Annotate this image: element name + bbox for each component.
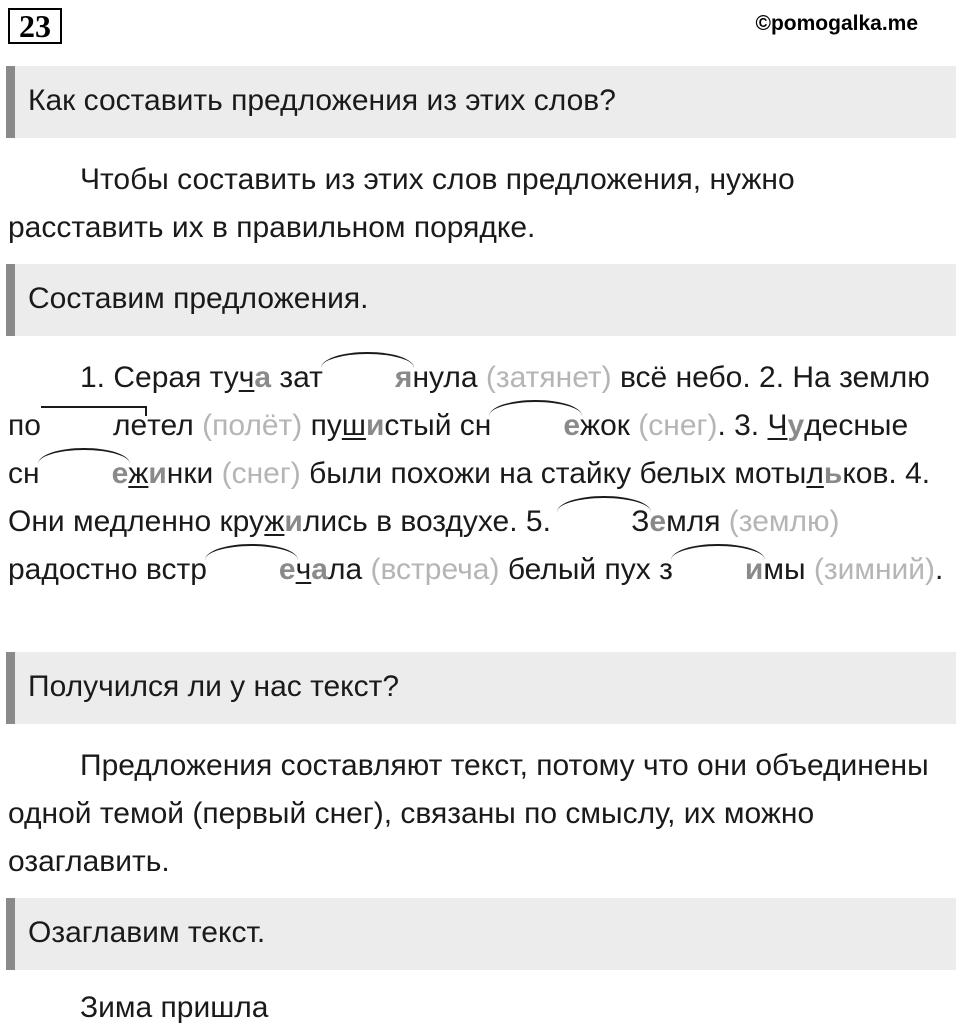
highlight-letter: ж <box>264 505 285 538</box>
text-fragment: нула <box>412 361 486 394</box>
highlight-letter: ь <box>823 457 843 490</box>
site-watermark: ©pomogalka.me <box>755 12 918 35</box>
text-fragment: десные сн <box>8 409 909 490</box>
highlight-letter: ж <box>128 457 149 490</box>
check-word: (встреча) <box>370 553 500 586</box>
root-mark: З <box>559 498 649 546</box>
prefix-mark: ле <box>41 402 147 450</box>
sentences-text <box>8 354 948 594</box>
question-bar-2 <box>6 264 956 336</box>
text-fragment: зат <box>271 361 323 394</box>
highlight-letter: и <box>284 505 303 538</box>
sentences-paragraph <box>8 354 948 594</box>
answer-1 <box>8 156 948 252</box>
text-fragment: ков. 4. Они медленно кру <box>8 457 931 538</box>
question-bar-3 <box>6 652 956 724</box>
answer-4-text: Зима пришла <box>80 991 269 1024</box>
highlight-letter: Ч <box>767 409 788 442</box>
root-mark: я <box>323 354 413 402</box>
root-mark: е <box>40 450 129 498</box>
task-number: 23 <box>8 8 62 44</box>
highlight-letter: а <box>254 361 272 394</box>
highlight-letter: и <box>365 409 385 442</box>
text-fragment: белый пух з <box>499 553 673 586</box>
question-bar-4 <box>6 898 956 970</box>
highlight-letter: ш <box>341 409 366 442</box>
root-mark: и <box>673 546 763 594</box>
answer-4 <box>8 984 948 1032</box>
check-word: (полёт) <box>202 409 303 442</box>
highlight-letter: а <box>311 553 328 586</box>
check-word: (землю) <box>728 505 840 538</box>
answer-1-text: Чтобы составить из этих слов предложения, нужно расставить их в правильном порядке. <box>8 163 795 244</box>
highlight-letter: е <box>649 505 667 538</box>
text-fragment: радостно встр <box>8 553 207 586</box>
text-fragment: 1. Серая ту <box>80 361 239 394</box>
text-fragment: стый сн <box>384 409 492 442</box>
root-mark: е <box>207 546 296 594</box>
answer-3 <box>8 742 948 886</box>
highlight-letter: ч <box>295 553 312 586</box>
question-4: Озаглавим текст. <box>28 916 266 949</box>
highlight-letter: у <box>787 409 805 442</box>
text-fragment: пу <box>302 409 342 442</box>
question-1: Как составить предложения из этих слов? <box>28 84 616 117</box>
check-word: (зимний) <box>813 553 936 586</box>
highlight-letter: ч <box>238 361 255 394</box>
text-fragment: мы <box>763 553 814 586</box>
text-fragment: . <box>935 553 944 586</box>
check-word: (снег) <box>221 457 301 490</box>
text-fragment: всё небо. 2. На землю по <box>8 361 930 442</box>
text-fragment: тел <box>147 409 203 442</box>
text-fragment: были похожи на стайку белых моты <box>300 457 807 490</box>
question-3: Получился ли у нас текст? <box>28 670 400 703</box>
highlight-letter: и <box>148 457 167 490</box>
text-fragment: нки <box>166 457 222 490</box>
text-fragment: жок <box>580 409 639 442</box>
check-word: (затянет) <box>485 361 612 394</box>
question-2: Составим предложения. <box>28 282 369 315</box>
text-fragment: . 3. <box>717 409 768 442</box>
text-fragment: ла <box>327 553 371 586</box>
question-bar-1 <box>6 66 956 138</box>
answer-3-text: Предложения составляют текст, потому что они объединены одной темой (первый снег), связаны по смыслу, их можно озаглавить. <box>8 749 929 878</box>
check-word: (снег) <box>638 409 718 442</box>
root-mark: е <box>491 402 580 450</box>
text-fragment: лись в воздухе. 5. <box>302 505 560 538</box>
highlight-letter: л <box>806 457 824 490</box>
text-fragment: мля <box>666 505 729 538</box>
